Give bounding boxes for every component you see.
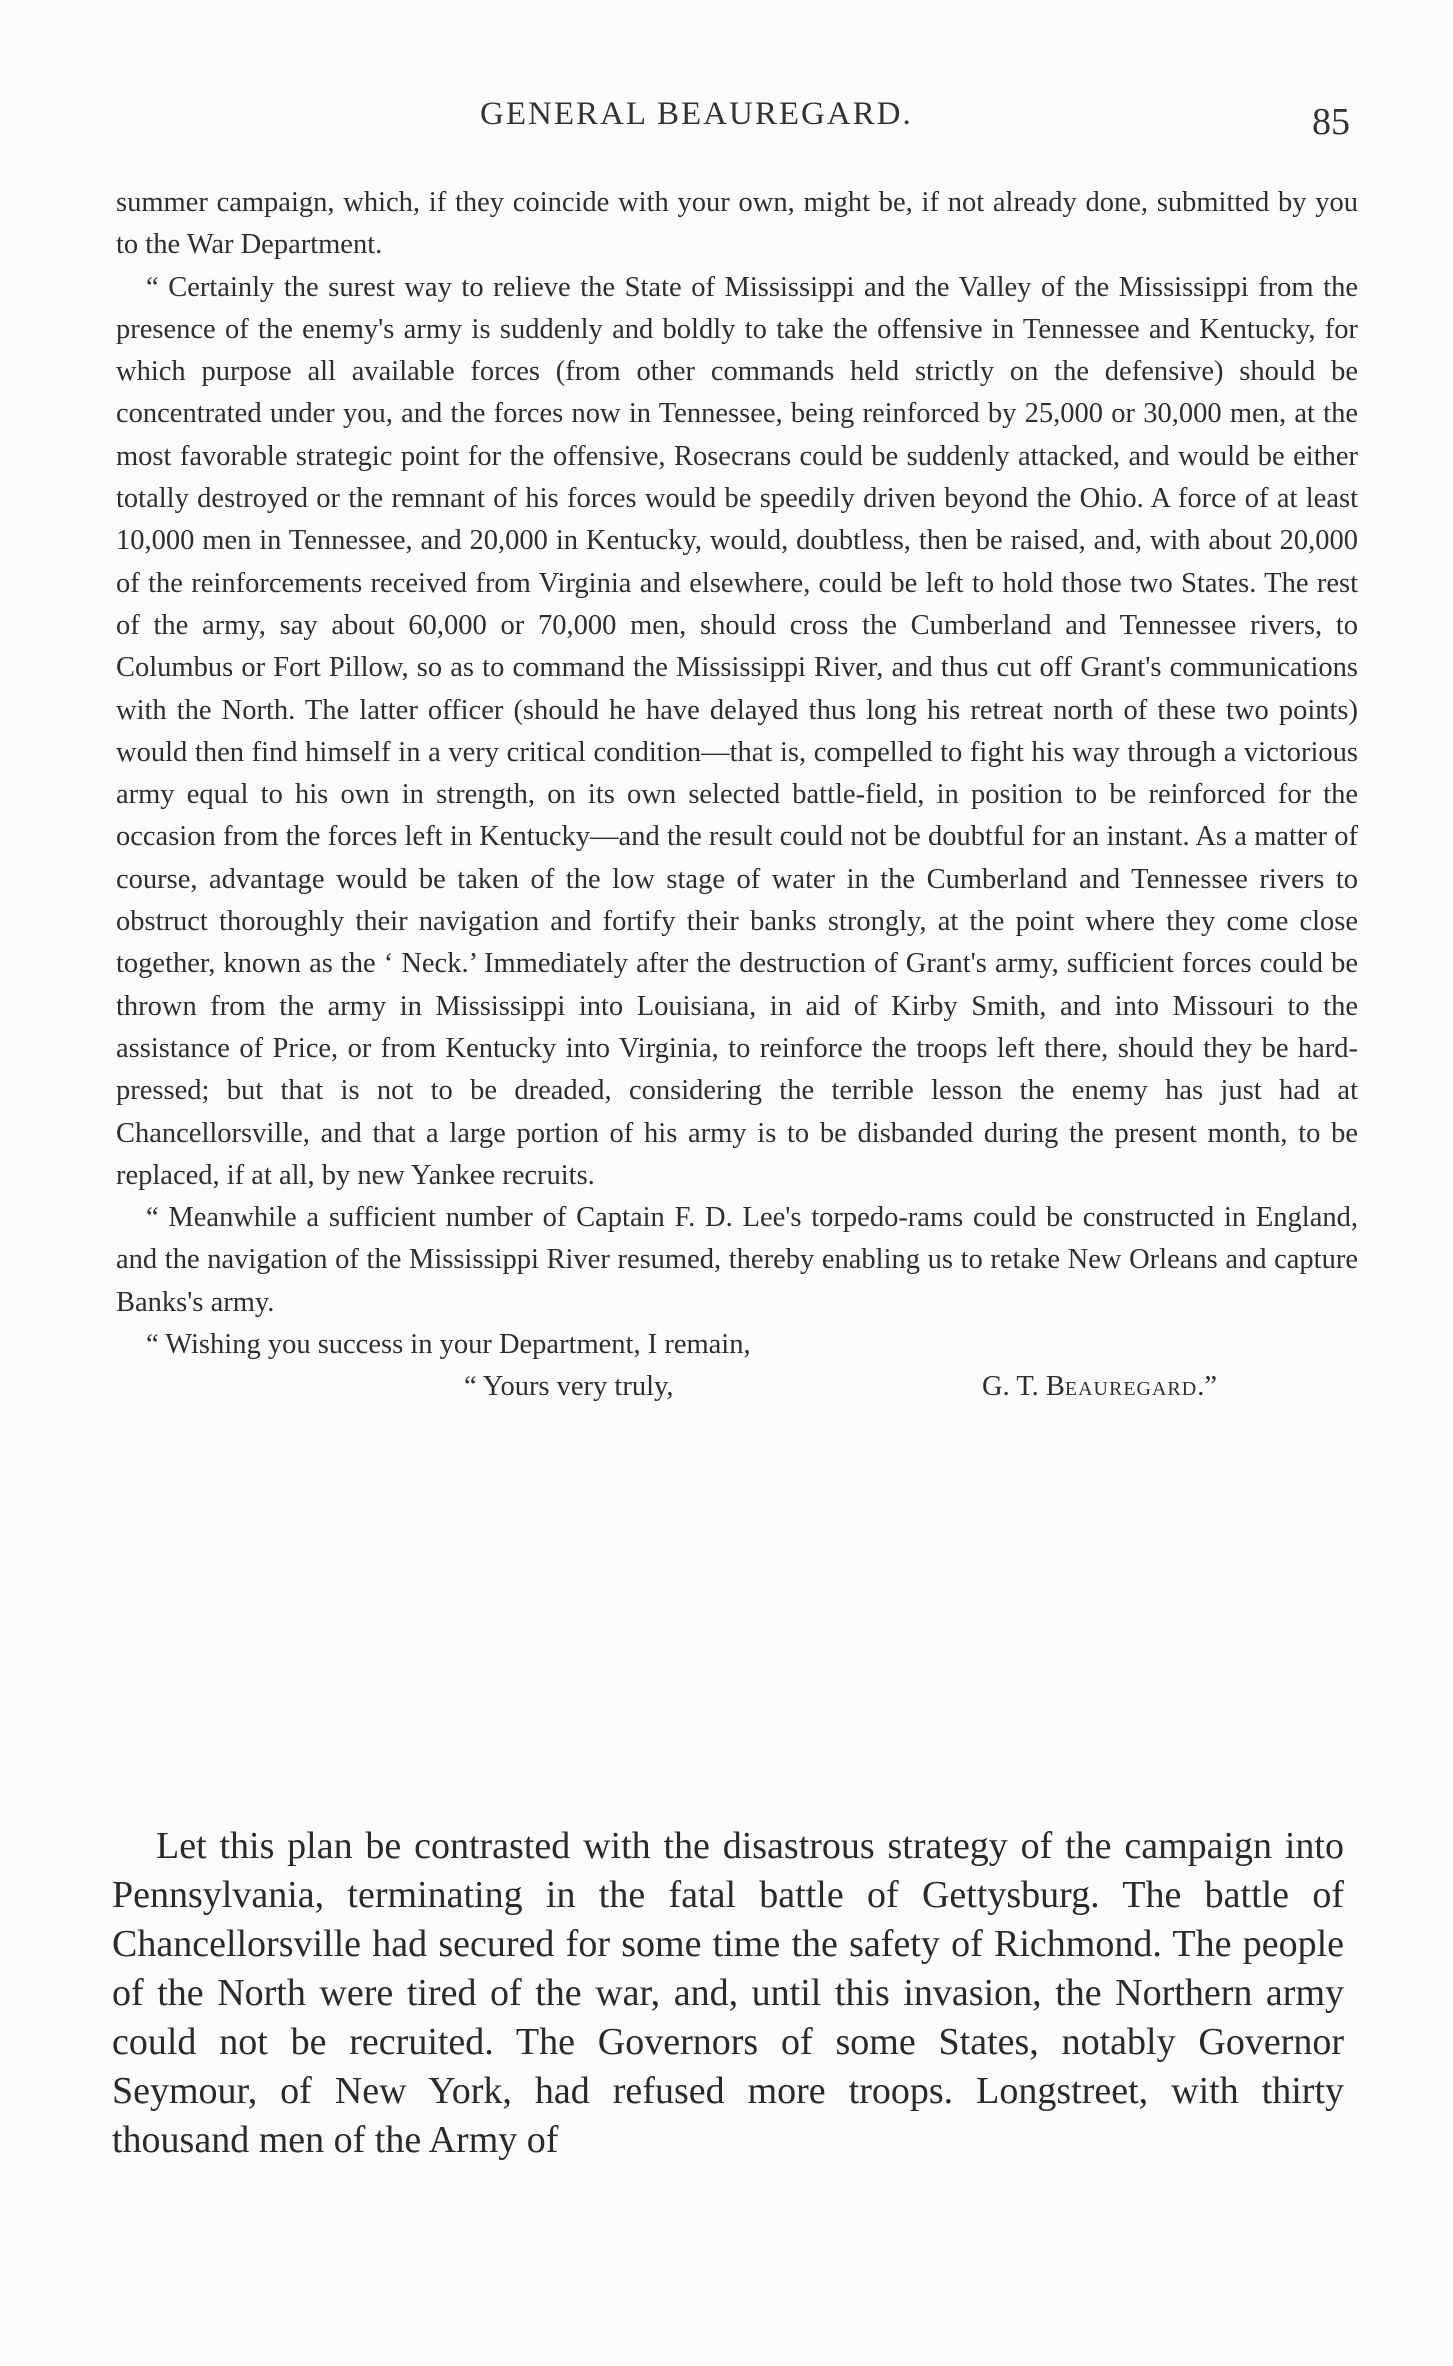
page-header <box>0 96 1453 146</box>
signature <box>982 1366 1217 1408</box>
page-number: 85 <box>1312 101 1350 143</box>
body-paragraph: Let this plan be contrasted with the disastrous strategy of the campaign into Pennsylvania, terminating in the fatal battle of Gettysburg. The battle of Chancellorsville had secured for some time the safety of Richmond. The people of the North were tired of the war, and, until this invasion, the Northern army could not be recruited. The Governors of some States, notably Governor Seymour, of New York, had refused more troops. Longstreet, with thirty thousand men of the Army of <box>112 1825 1344 2161</box>
main-text <box>112 1822 1344 2165</box>
letter-closing: “ Wishing you success in your Department, I remain, <box>146 1329 751 1361</box>
running-head: GENERAL BEAUREGARD. <box>480 96 913 132</box>
letter-paragraph: summer campaign, which, if they coincide with your own, might be, if not already done, submitted by you to the War Department. <box>116 187 1358 261</box>
letter-paragraph: “ Certainly the surest way to relieve the State of Mississippi and the Valley of the Mississippi from the presence of the enemy's army is suddenly and boldly to take the offensive in Tennessee and Kentucky, for which purpose all available forces (from other commands held strictly on the defensive) should be concentrated under you, and the forces now in Tennessee, being reinforced by 25,000 or 30,000 men, at the most favorable strategic point for the offensive, Rosecrans could be suddenly attacked, and would be either totally destroyed or the remnant of his forces would be speedily driven beyond the Ohio. A force of at least 10,000 men in Tennessee, and 20,000 in Kentucky, would, doubtless, then be raised, and, with about 20,000 of the reinforcements received from Virginia and elsewhere, could be left to hold those two States. The rest of the army, say about 60,000 or 70,000 men, should cross the Cumberland and Tennessee rivers, to Columbus or Fort Pillow, so as to command the Mississippi River, and thus cut off Grant's communications with the North. The latter officer (should he have delayed thus long his retreat north of these two points) would then find himself in a very critical condition—that is, compelled to fight his way through a victorious army equal to his own in strength, on its own selected battle-field, in position to be reinforced for the occasion from the forces left in Kentucky—and the result could not be doubtful for an instant. As a matter of course, advantage would be taken of the low stage of water in the Cumberland and Tennessee rivers to obstruct thoroughly their navigation and fortify their banks strongly, at the point where they come close together, known as the ‘ Neck.’ Immediately after the destruction of Grant's army, sufficient forces could be thrown from the army in Mississippi into Louisiana, in aid of Kirby Smith, and into Missouri to the assistance of Price, or from Kentucky into Virginia, to reinforce the troops left there, should they be hard-pressed; but that is not to be dreaded, considering the terrible lesson the enemy has just had at Chancellorsville, and that a large portion of his army is to be disbanded during the present month, to be replaced, if at all, by new Yankee recruits. <box>116 271 1358 1191</box>
signature-surname: eauregard <box>1064 1371 1198 1403</box>
quoted-letter <box>116 182 1358 1408</box>
letter-paragraph: “ Meanwhile a sufficient number of Captain F. D. Lee's torpedo-rams could be constructed in England, and the navigation of the Mississippi River resumed, thereby enabling us to retake New Orleans and capture Banks's army. <box>116 1202 1358 1318</box>
signature-prefix: G. T. B <box>982 1371 1065 1403</box>
signature-suffix: .” <box>1197 1371 1217 1403</box>
letter-signoff <box>116 1366 1358 1408</box>
valediction: “ Yours very truly, <box>464 1371 674 1403</box>
